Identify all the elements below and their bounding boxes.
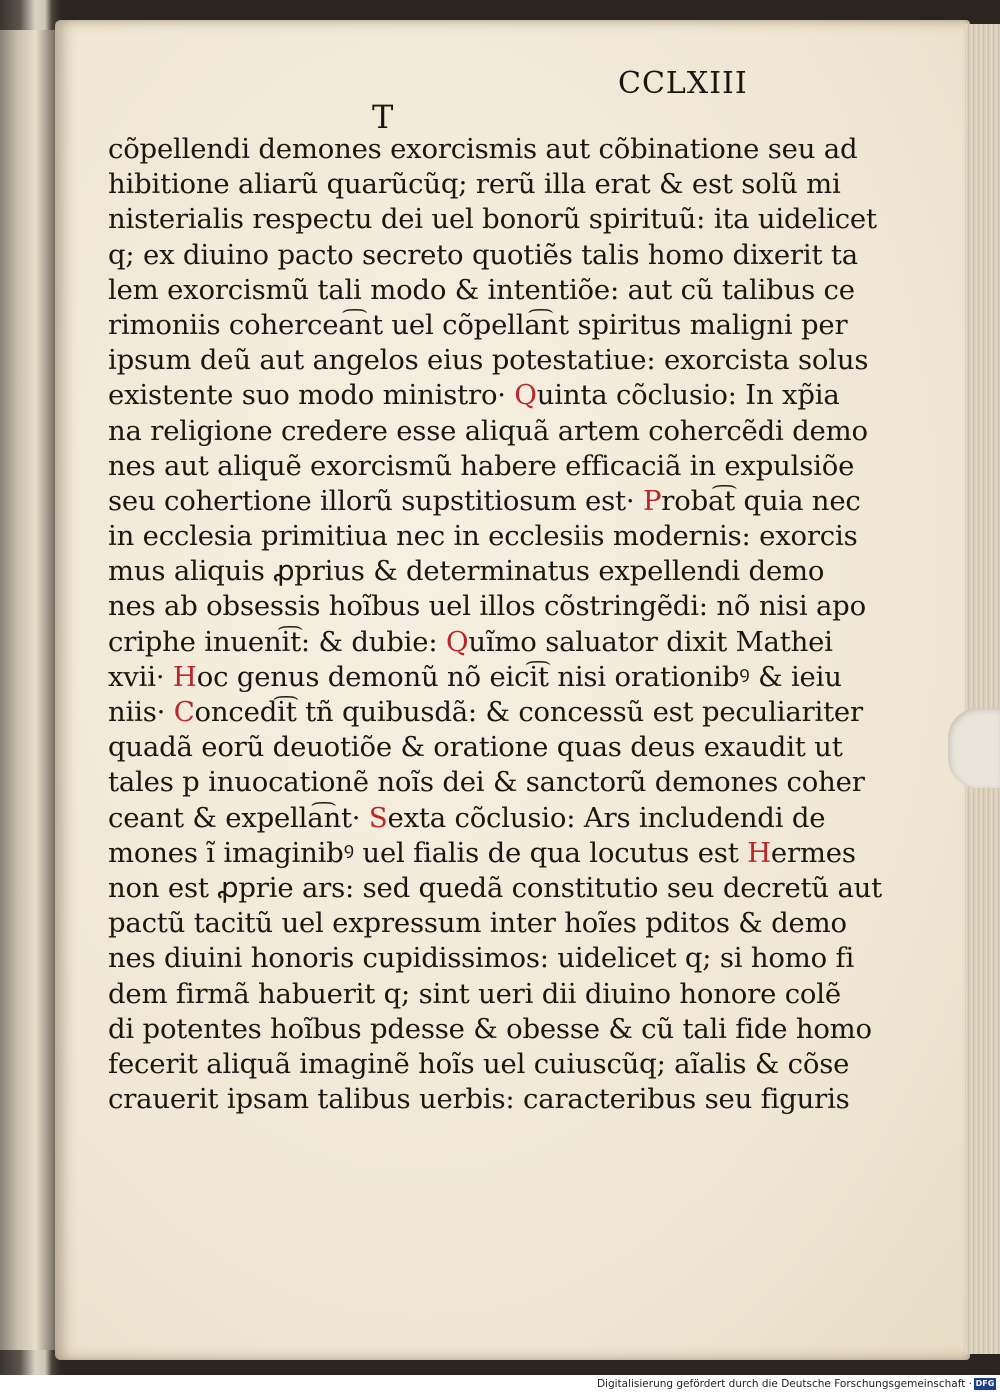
rubric-initial: Q xyxy=(445,625,469,658)
rubric-initial: S xyxy=(368,801,388,834)
text-line: lem exorcismũ tali modo & intentiõe: aut cũ talibus ce xyxy=(108,273,855,306)
footer-credit: Digitalisierung gefördert durch die Deutsche Forschungsgemeinschaft · xyxy=(596,1378,972,1390)
text-line: fecerit aliquã imaginẽ hoĩs uel cuiuscũq; aĩalis & cõse xyxy=(108,1047,850,1080)
page-clip-tab xyxy=(948,708,1000,788)
text-line: in ecclesia primitiua nec in ecclesiis modernis: exorcis xyxy=(108,520,858,553)
folio-number: CCLXIII xyxy=(618,66,748,101)
text-line: seu cohertione illorũ supstitiosum est· Proba͡t quia nec xyxy=(108,484,861,517)
text-line: existente suo modo ministro· Quinta cõclusio: In xp̃ia xyxy=(108,379,840,412)
rubric-initial: H xyxy=(172,660,197,693)
dfg-logo: DFG xyxy=(975,1379,995,1388)
facing-page-edge xyxy=(0,30,60,1350)
text-line: ipsum deũ aut angelos eius potestatiue: exorcista solus xyxy=(108,344,869,377)
text-line: mones ĩ imaginibꝰ uel fialis de qua locutus est H xyxy=(108,836,771,869)
page-edges xyxy=(965,24,1000,1354)
text-line: niis· Concedi͡t tñ quibusdã: & concessũ est peculiariter xyxy=(108,696,863,728)
text-line: nes ab obsessis hoĩbus uel illos cõstringẽdi: nõ nisi apo xyxy=(108,590,866,623)
text-block xyxy=(108,132,883,1117)
text-line: rimoniis cohercea͡nt uel cõpella͡nt spiritus maligni per xyxy=(108,308,848,341)
text-line: hibitione aliarũ quarũcũq; rerũ illa erat & est solũ mi xyxy=(108,168,841,201)
facing-page-text-fragment xyxy=(2,270,54,1230)
footer-bar xyxy=(0,1375,1000,1394)
text-line: crauerit ipsam talibus uerbis: caracteribus seu figuris xyxy=(108,1083,850,1116)
rubric-initial: H xyxy=(747,836,771,869)
text-line: non est ꝓprie ars: sed quedã constitutio seu decretũ aut xyxy=(108,871,883,904)
rubric-initial: C xyxy=(173,696,195,728)
text-line: pactũ tacitũ uel expressum inter hoĩes pditos & demo xyxy=(108,907,847,940)
text-line: dem firmã habuerit q; sint ueri dii diuino honore colẽ xyxy=(108,977,841,1010)
text-line: q; ex diuino pacto secreto quotiẽs talis homo dixerit ta xyxy=(108,238,858,271)
text-line: tales p inuocationẽ noĩs dei & sanctorũ demones coher xyxy=(108,766,865,799)
rubric-initial: Q xyxy=(514,379,537,412)
text-line: nes diuini honoris cupidissimos: uidelicet q; si homo fi xyxy=(108,942,855,975)
text-line: xvii· Hoc genus demonũ nõ eici͡t nisi orationibꝰ & ieiu xyxy=(108,660,842,693)
text-line: quadã eorũ deuotiõe & oratione quas deus exaudit ut xyxy=(108,731,843,764)
text-line: di potentes hoĩbus pdesse & obesse & cũ tali fide homo xyxy=(108,1012,872,1045)
guide-letter: T xyxy=(372,98,394,136)
text-line: nes aut aliquẽ exorcismũ habere efficaciã in expulsiõe xyxy=(108,449,855,482)
text-line: mus aliquis ꝓprius & determinatus expellendi demo xyxy=(108,555,825,588)
rubric-initial: P xyxy=(642,484,662,517)
text-line: cõpellendi demones exorcismis aut cõbinatione seu ad xyxy=(108,133,858,165)
text-line: ceant & expella͡nt· Sexta cõclusio: Ars includendi de xyxy=(108,801,826,834)
text-line: na religione credere esse aliquã artem cohercẽdi demo xyxy=(108,414,868,447)
text-line: nisterialis respectu dei uel bonorũ spirituũ: ita uidelicet xyxy=(108,203,877,236)
text-line: criphe inueni͡t: & dubie: Quĩmo saluator dixit Mathei xyxy=(108,625,833,658)
